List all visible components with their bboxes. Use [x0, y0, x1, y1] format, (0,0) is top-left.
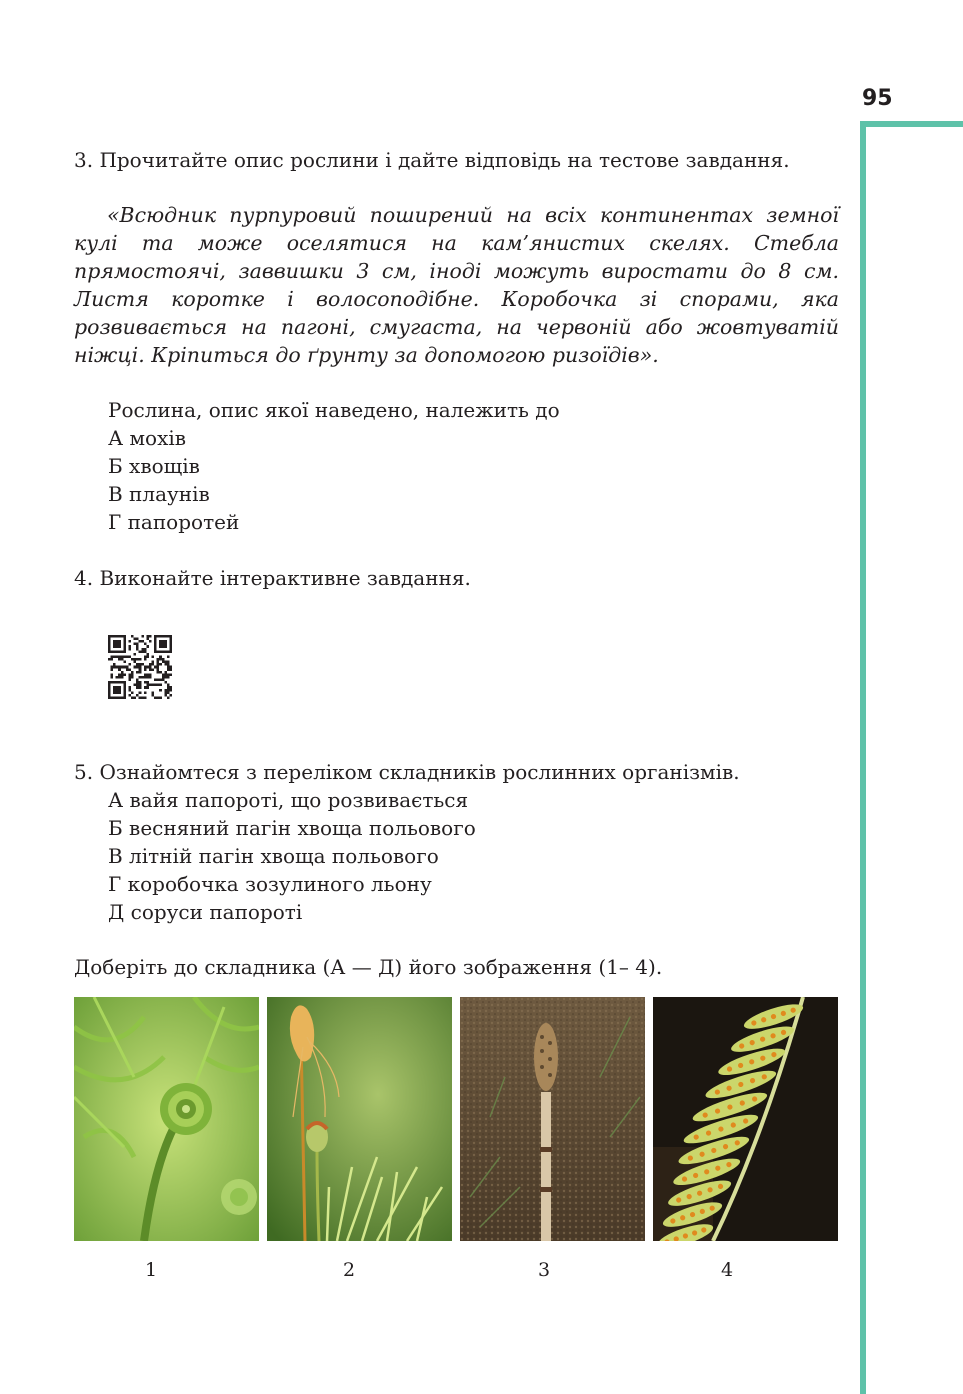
task3-option-c: В плаунів: [108, 482, 210, 506]
task5-option-c: В літній пагін хвоща польового: [108, 844, 439, 868]
page-number: 95: [862, 86, 893, 111]
photo-caption-1: 1: [144, 1259, 158, 1281]
task3-option-a: А мохів: [108, 426, 187, 450]
task5-option-a: А вайя папороті, що розвивається: [108, 788, 469, 812]
horsetail-spring-shoot-photo: [460, 997, 645, 1241]
task3-option-b: Б хвощів: [108, 454, 200, 478]
accent-bar-top: [860, 121, 963, 127]
task3-heading: 3. Прочитайте опис рослини і дайте відповідь на тестове завдання.: [74, 148, 790, 172]
accent-bar-side: [860, 121, 866, 1394]
task3-option-d: Г папоротей: [108, 510, 240, 534]
task5-heading: 5. Ознайомтеся з переліком складників рослинних організмів.: [74, 760, 740, 784]
task5-option-e: Д соруси папороті: [108, 900, 303, 924]
task4-heading: 4. Виконайте інтерактивне завдання.: [74, 566, 471, 590]
photo-caption-2: 2: [342, 1259, 356, 1281]
task3-question: Рослина, опис якої наведено, належить до: [108, 398, 560, 422]
photo-caption-3: 3: [537, 1259, 551, 1281]
task5-instruction: Доберіть до складника (А — Д) його зображення (1– 4).: [74, 955, 663, 979]
task5-option-d: Г коробочка зозулиного льону: [108, 872, 432, 896]
fern-sori-photo: [653, 997, 838, 1241]
qr-code-icon[interactable]: [108, 635, 172, 699]
task3-quote: «Всюдник пурпуровий поширений на всіх континентах земної кулі та може оселятися на кам’янистих скелях. Стебла прямостоячі, заввишки 3 см, іноді можуть виростати до 8 см. Листя коротке і волосоподібне. Коробочка зі спорами, яка розвивається на пагоні, смугаста, на червоній або жовтуватій ніжці. Кріпиться до ґрунту за допомогою ризоїдів».: [74, 203, 839, 367]
fern-fiddlehead-photo: [74, 997, 259, 1241]
moss-capsule-photo: [267, 997, 452, 1241]
task5-option-b: Б весняний пагін хвоща польового: [108, 816, 476, 840]
photo-caption-4: 4: [720, 1259, 734, 1281]
